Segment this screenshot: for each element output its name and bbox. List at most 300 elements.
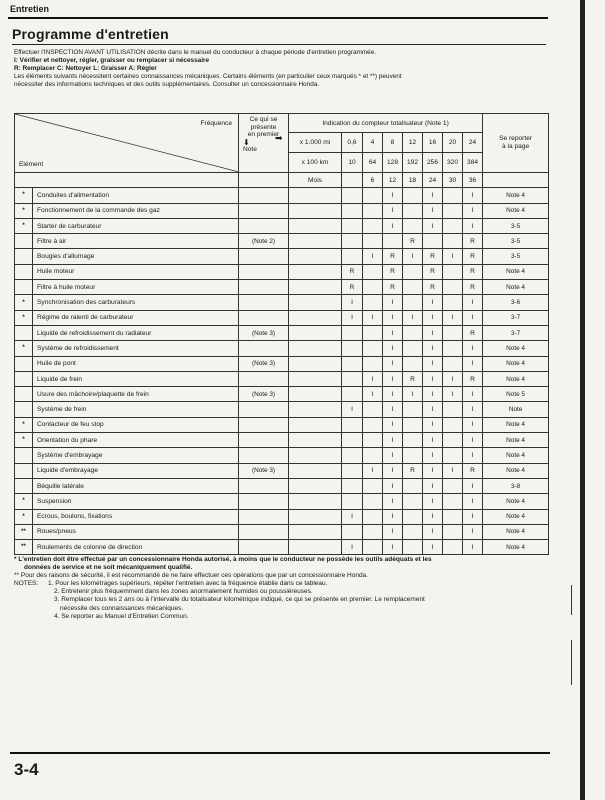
row-interval-value: [443, 356, 463, 371]
row-mark: **: [15, 524, 33, 539]
km-value: 192: [403, 153, 423, 173]
row-interval-value: I: [463, 540, 483, 555]
row-interval-value: I: [383, 203, 403, 218]
row-interval-value: R: [383, 280, 403, 295]
row-interval-value: I: [443, 463, 463, 478]
row-interval-value: I: [423, 509, 443, 524]
row-interval-value: [403, 264, 423, 279]
row-mark: [15, 325, 33, 340]
row-interval-value: I: [342, 295, 363, 310]
row-element-name: Liquide d'embrayage: [33, 463, 239, 478]
row-unit-blank: [289, 448, 342, 463]
table-row: [15, 371, 549, 386]
row-unit-blank: [289, 203, 342, 218]
row-element-name: Filtre à huile moteur: [33, 280, 239, 295]
row-unit-blank: [289, 433, 342, 448]
row-interval-value: [363, 234, 383, 249]
header-rule: [8, 17, 548, 19]
row-unit-blank: [289, 295, 342, 310]
row-interval-value: R: [423, 264, 443, 279]
row-interval-value: [342, 356, 363, 371]
row-interval-value: [443, 478, 463, 493]
row-interval-value: [403, 218, 423, 233]
row-interval-value: I: [423, 540, 443, 555]
row-interval-value: R: [423, 280, 443, 295]
row-interval-value: [342, 433, 363, 448]
row-interval-value: [443, 417, 463, 432]
table-row: [15, 280, 549, 295]
margin-mark: [571, 585, 572, 615]
page-ref-line: à la page: [502, 143, 530, 150]
row-interval-value: I: [342, 509, 363, 524]
row-element-name: Ecrous, boulons, fixations: [33, 509, 239, 524]
row-page-ref: Note 4: [483, 463, 549, 478]
row-interval-value: [443, 448, 463, 463]
row-interval-value: [363, 218, 383, 233]
row-element-name: Fonctionnement de la commande des gaz: [33, 203, 239, 218]
note-2: 2. Entretenir plus fréquemment dans les zones anormalement humides ou poussiéreuses.: [54, 588, 313, 596]
row-interval-value: I: [463, 387, 483, 402]
months-value: 36: [463, 173, 483, 188]
row-interval-value: [342, 494, 363, 509]
row-interval-value: [342, 325, 363, 340]
header-corner-cell: [15, 114, 239, 173]
row-note: [239, 188, 289, 203]
header-page-ref: [483, 114, 549, 173]
row-interval-value: I: [363, 371, 383, 386]
row-note: (Note 3): [239, 387, 289, 402]
row-interval-value: [403, 402, 423, 417]
row-element-name: Huile de pont: [33, 356, 239, 371]
row-interval-value: I: [383, 295, 403, 310]
row-interval-value: I: [463, 218, 483, 233]
row-page-ref: Note 4: [483, 264, 549, 279]
row-interval-value: I: [423, 433, 443, 448]
row-interval-value: [443, 203, 463, 218]
row-interval-value: I: [423, 524, 443, 539]
row-interval-value: R: [383, 249, 403, 264]
row-note: [239, 341, 289, 356]
first-occurrence-line: en premier: [247, 131, 280, 138]
row-element-name: Système d'embrayage: [33, 448, 239, 463]
row-interval-value: I: [363, 387, 383, 402]
row-mark: [15, 280, 33, 295]
row-page-ref: 3-5: [483, 218, 549, 233]
row-interval-value: [443, 494, 463, 509]
row-element-name: Roulements de colonne de direction: [33, 540, 239, 555]
row-mark: *: [15, 188, 33, 203]
row-element-name: Système de refroidissement: [33, 341, 239, 356]
row-interval-value: I: [342, 402, 363, 417]
row-mark: [15, 371, 33, 386]
table-row: [15, 234, 549, 249]
row-interval-value: I: [383, 356, 403, 371]
row-interval-value: I: [423, 310, 443, 325]
row-interval-value: I: [383, 387, 403, 402]
row-interval-value: [342, 524, 363, 539]
row-interval-value: I: [383, 433, 403, 448]
row-interval-value: [443, 188, 463, 203]
intro-line: I: Vérifier et nettoyer, régler, graisser ou remplacer si nécessaire: [14, 57, 210, 65]
km-value: 128: [383, 153, 403, 173]
row-interval-value: [443, 433, 463, 448]
row-interval-value: I: [463, 295, 483, 310]
km-value: 64: [363, 153, 383, 173]
note-4: 4. Se reporter au Manuel d'Entretien Commun.: [54, 612, 189, 620]
table-row: [15, 463, 549, 478]
row-interval-value: R: [342, 264, 363, 279]
row-interval-value: I: [463, 188, 483, 203]
row-interval-value: [363, 540, 383, 555]
intro-line: R: Remplacer C: Nettoyer L: Graisser A: Régler: [14, 65, 157, 73]
months-value: 30: [443, 173, 463, 188]
row-interval-value: I: [403, 249, 423, 264]
note-1: 1. Pour les kilométrages supérieurs, répéter l'entretien avec la fréquence établie dans ce tableau.: [48, 580, 328, 588]
page-edge-bar: [580, 0, 585, 800]
row-unit-blank: [289, 478, 342, 493]
intro-line: nécessiter des informations techniques et des outils supplémentaires. Consulter un concessionnaire Honda.: [14, 81, 320, 89]
miles-value: 4: [363, 133, 383, 153]
row-element-name: Usure des mâchoire/plaquette de frein: [33, 387, 239, 402]
first-occurrence-line: présente: [250, 123, 277, 131]
table-row: [15, 402, 549, 417]
row-note: [239, 310, 289, 325]
table-row: [15, 356, 549, 371]
row-mark: **: [15, 540, 33, 555]
row-interval-value: I: [463, 341, 483, 356]
row-note: [239, 509, 289, 524]
footnote-star: * L'entretien doit être effectué par un concessionnaire Honda autorisé, à moins que le conducteur ne possède les outils adéquats et les: [14, 556, 432, 563]
row-interval-value: [403, 188, 423, 203]
table-row: [15, 387, 549, 402]
months-value: 12: [383, 173, 403, 188]
first-occurrence-line: Ce qui se: [249, 116, 278, 123]
row-page-ref: Note 4: [483, 509, 549, 524]
row-interval-value: R: [342, 280, 363, 295]
row-interval-value: [363, 509, 383, 524]
row-interval-value: [342, 417, 363, 432]
row-interval-value: [363, 203, 383, 218]
row-note: [239, 417, 289, 432]
row-page-ref: Note 4: [483, 203, 549, 218]
row-interval-value: I: [383, 417, 403, 432]
row-interval-value: I: [423, 402, 443, 417]
table-row: [15, 295, 549, 310]
row-interval-value: I: [363, 463, 383, 478]
row-interval-value: [342, 188, 363, 203]
unit-km: x 100 km: [289, 153, 342, 173]
row-page-ref: 3-8: [483, 478, 549, 493]
row-note: [239, 218, 289, 233]
km-value: 384: [463, 153, 483, 173]
km-value: 256: [423, 153, 443, 173]
row-interval-value: I: [463, 524, 483, 539]
row-interval-value: I: [363, 310, 383, 325]
row-interval-value: I: [383, 494, 403, 509]
row-page-ref: 3-7: [483, 310, 549, 325]
footer-rule: [10, 752, 550, 754]
row-interval-value: I: [463, 356, 483, 371]
row-interval-value: I: [403, 387, 423, 402]
row-interval-value: I: [463, 448, 483, 463]
row-element-name: Bougies d'allumage: [33, 249, 239, 264]
row-unit-blank: [289, 417, 342, 432]
table-row: [15, 448, 549, 463]
row-interval-value: [443, 524, 463, 539]
row-interval-value: I: [383, 524, 403, 539]
table-row: [15, 325, 549, 340]
row-interval-value: [403, 509, 423, 524]
row-unit-blank: [289, 463, 342, 478]
row-interval-value: I: [342, 310, 363, 325]
row-mark: *: [15, 341, 33, 356]
row-interval-value: R: [463, 249, 483, 264]
row-interval-value: I: [423, 387, 443, 402]
row-interval-value: I: [443, 310, 463, 325]
row-interval-value: [403, 356, 423, 371]
table-row: [15, 203, 549, 218]
row-interval-value: R: [463, 234, 483, 249]
row-interval-value: I: [383, 463, 403, 478]
row-interval-value: I: [423, 494, 443, 509]
row-interval-value: I: [423, 356, 443, 371]
row-interval-value: I: [383, 509, 403, 524]
row-element-name: Système de frein: [33, 402, 239, 417]
table-row: [15, 433, 549, 448]
row-unit-blank: [289, 264, 342, 279]
row-interval-value: I: [423, 478, 443, 493]
row-page-ref: Note 4: [483, 356, 549, 371]
row-mark: *: [15, 203, 33, 218]
row-interval-value: [363, 264, 383, 279]
row-unit-blank: [289, 234, 342, 249]
row-element-name: Conduites d'alimentation: [33, 188, 239, 203]
row-interval-value: [363, 280, 383, 295]
note-3-cont: nécessite des connaissances mécaniques.: [60, 604, 184, 612]
row-interval-value: I: [342, 540, 363, 555]
row-unit-blank: [289, 218, 342, 233]
intro-line: Les éléments suivants nécessitent certaines connaissances mécaniques. Certains éléments (en particulier ceux marqués * et **) peuvent: [14, 73, 402, 81]
row-unit-blank: [289, 310, 342, 325]
row-interval-value: I: [363, 249, 383, 264]
row-interval-value: I: [423, 341, 443, 356]
table-row: [15, 341, 549, 356]
intro-text: [14, 49, 546, 89]
row-interval-value: I: [423, 417, 443, 432]
intro-line: Effectuer l'INSPECTION AVANT UTILISATION décrite dans le manuel du conducteur à chaque période d'entretien programmée.: [14, 49, 377, 56]
row-note: [239, 295, 289, 310]
row-interval-value: [443, 325, 463, 340]
row-interval-value: R: [383, 264, 403, 279]
row-interval-value: I: [423, 371, 443, 386]
unit-miles: [275, 133, 342, 153]
row-interval-value: [342, 203, 363, 218]
unit-months: Mois: [289, 173, 342, 188]
row-mark: [15, 448, 33, 463]
row-mark: *: [15, 494, 33, 509]
row-element-name: Liquide de refroidissement du radiateur: [33, 325, 239, 340]
schedule-body: [15, 188, 549, 555]
footnote-double-star: ** Pour des raisons de sécurité, il est recommandé de ne faire effectuer ces opérations que par un concessionnaire Honda.: [14, 572, 368, 580]
miles-value: 0,6: [342, 133, 363, 153]
row-page-ref: 3-5: [483, 234, 549, 249]
row-unit-blank: [289, 540, 342, 555]
row-interval-value: [403, 295, 423, 310]
row-page-ref: Note 4: [483, 524, 549, 539]
row-note: [239, 203, 289, 218]
row-element-name: Béquille latérale: [33, 478, 239, 493]
row-interval-value: I: [463, 310, 483, 325]
table-row: [15, 310, 549, 325]
row-interval-value: [443, 402, 463, 417]
row-unit-blank: [289, 371, 342, 386]
header-element: Elément: [19, 161, 44, 168]
row-interval-value: [363, 341, 383, 356]
row-interval-value: [342, 341, 363, 356]
row-interval-value: [403, 540, 423, 555]
row-mark: *: [15, 509, 33, 524]
row-interval-value: R: [463, 264, 483, 279]
row-interval-value: I: [383, 341, 403, 356]
row-interval-value: R: [423, 249, 443, 264]
row-interval-value: R: [403, 371, 423, 386]
row-page-ref: 3-6: [483, 295, 549, 310]
row-note: (Note 3): [239, 463, 289, 478]
row-interval-value: [403, 433, 423, 448]
row-note: [239, 371, 289, 386]
row-element-name: Filtre à air: [33, 234, 239, 249]
row-note: [239, 540, 289, 555]
row-interval-value: I: [383, 310, 403, 325]
row-unit-blank: [289, 387, 342, 402]
table-row: [15, 417, 549, 432]
row-interval-value: [363, 402, 383, 417]
header-frequence: Fréquence: [200, 120, 232, 127]
row-interval-value: [403, 448, 423, 463]
row-unit-blank: [289, 249, 342, 264]
km-value: 320: [443, 153, 463, 173]
row-interval-value: R: [463, 325, 483, 340]
row-mark: [15, 463, 33, 478]
row-mark: [15, 356, 33, 371]
arrow-right-icon: ➡: [275, 133, 283, 144]
row-interval-value: [342, 234, 363, 249]
margin-mark: [571, 640, 572, 685]
row-element-name: Contacteur de feu stop: [33, 417, 239, 432]
row-interval-value: I: [383, 188, 403, 203]
row-page-ref: Note 4: [483, 280, 549, 295]
row-unit-blank: [289, 509, 342, 524]
blank-cell: [15, 173, 239, 188]
row-interval-value: [403, 478, 423, 493]
row-interval-value: [342, 478, 363, 493]
row-interval-value: [363, 325, 383, 340]
months-value: [342, 173, 363, 188]
row-interval-value: I: [443, 387, 463, 402]
row-interval-value: [403, 325, 423, 340]
notes-row: [14, 580, 548, 588]
row-interval-value: I: [423, 295, 443, 310]
section-header: Entretien: [10, 4, 50, 14]
row-note: [239, 524, 289, 539]
row-mark: *: [15, 218, 33, 233]
row-mark: *: [15, 417, 33, 432]
row-note: [239, 264, 289, 279]
row-interval-value: [342, 463, 363, 478]
row-interval-value: [363, 433, 383, 448]
row-mark: [15, 264, 33, 279]
row-mark: [15, 478, 33, 493]
row-element-name: Liquide de frein: [33, 371, 239, 386]
row-interval-value: I: [443, 371, 463, 386]
months-value: 18: [403, 173, 423, 188]
row-unit-blank: [289, 356, 342, 371]
row-interval-value: [443, 234, 463, 249]
row-interval-value: I: [383, 540, 403, 555]
footnote-star-cont: données de service et ne soit mécaniquement qualifié.: [24, 564, 193, 572]
row-note: [239, 249, 289, 264]
row-interval-value: [383, 234, 403, 249]
row-mark: *: [15, 433, 33, 448]
row-interval-value: I: [383, 402, 403, 417]
page-ref-line: Se reporter: [499, 135, 533, 142]
row-interval-value: I: [463, 417, 483, 432]
row-page-ref: Note 4: [483, 494, 549, 509]
row-interval-value: [342, 249, 363, 264]
miles-value: 8: [383, 133, 403, 153]
row-mark: *: [15, 295, 33, 310]
row-interval-value: I: [423, 325, 443, 340]
row-page-ref: 3-7: [483, 325, 549, 340]
row-interval-value: I: [383, 218, 403, 233]
row-page-ref: Note 4: [483, 188, 549, 203]
row-note: [239, 280, 289, 295]
miles-value: 16: [423, 133, 443, 153]
row-page-ref: 3-5: [483, 249, 549, 264]
row-page-ref: Note 4: [483, 341, 549, 356]
row-element-name: Orientation du phare: [33, 433, 239, 448]
row-interval-value: R: [463, 280, 483, 295]
table-row: [15, 540, 549, 555]
notes-label: NOTES:: [14, 580, 39, 588]
table-row: [15, 478, 549, 493]
row-interval-value: I: [463, 509, 483, 524]
row-page-ref: Note 4: [483, 417, 549, 432]
table-row: [15, 218, 549, 233]
row-interval-value: I: [463, 203, 483, 218]
row-interval-value: R: [463, 371, 483, 386]
row-interval-value: [443, 540, 463, 555]
row-interval-value: [403, 417, 423, 432]
row-interval-value: I: [463, 433, 483, 448]
row-interval-value: [363, 524, 383, 539]
row-interval-value: [443, 218, 463, 233]
months-value: 24: [423, 173, 443, 188]
note-3: 3. Remplacer tous les 2 ans ou à l'intervalle du totalisateur kilométrique indiqué, ce qui se présente en premier. Le remplacement: [54, 596, 425, 604]
row-page-ref: Note 4: [483, 448, 549, 463]
row-element-name: Huile moteur: [33, 264, 239, 279]
table-row: [15, 509, 549, 524]
row-element-name: Starter de carburateur: [33, 218, 239, 233]
page-number: 3-4: [14, 760, 39, 779]
row-unit-blank: [289, 494, 342, 509]
row-unit-blank: [289, 325, 342, 340]
months-value: 6: [363, 173, 383, 188]
row-interval-value: [363, 295, 383, 310]
row-interval-value: [443, 280, 463, 295]
row-note: (Note 2): [239, 234, 289, 249]
row-interval-value: [342, 448, 363, 463]
